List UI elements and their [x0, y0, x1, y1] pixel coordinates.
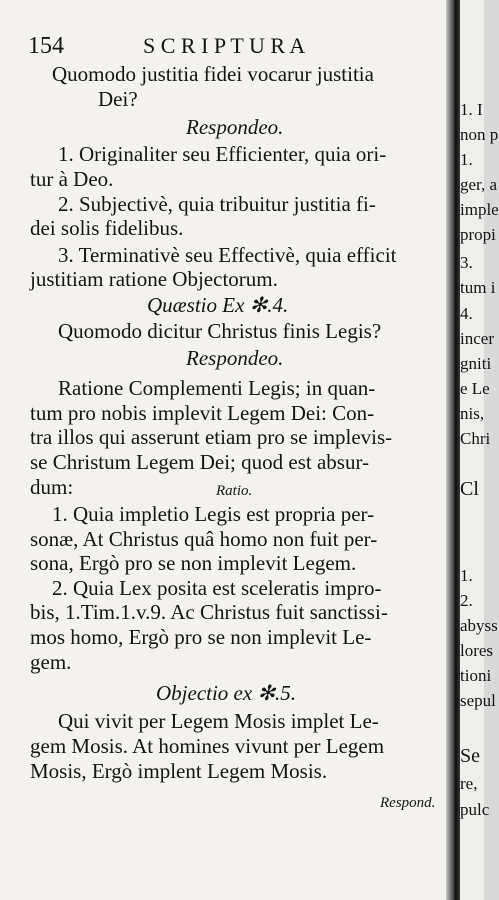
text-line: tur à Deo.: [30, 167, 114, 191]
facing-fragment: lores: [460, 641, 494, 660]
facing-fragment: gniti: [460, 354, 492, 373]
text-line: sona, Ergò pro se non implevit Legem.: [30, 551, 357, 575]
text-line: Dei?: [98, 87, 138, 111]
facing-fragment: Cl: [460, 478, 479, 500]
text-line: se Christum Legem Dei; quod est absur-: [30, 450, 370, 474]
text-line: tra illos qui asserunt etiam pro se implevis-: [30, 425, 393, 449]
text-line: 1. Originaliter seu Efficienter, quia ori-: [58, 142, 387, 166]
text-line: gem.: [30, 650, 72, 674]
page-number: 154: [28, 33, 64, 59]
facing-fragment: tioni: [460, 666, 492, 685]
facing-fragment: Chri: [460, 429, 491, 448]
facing-fragment: 1.: [460, 150, 473, 169]
text-line: Quomodo justitia fidei vocarur justitia: [52, 62, 374, 86]
text-line: Qui vivit per Legem Mosis implet Le-: [58, 709, 379, 733]
facing-fragment: e Le: [460, 379, 490, 398]
catchword: Respond.: [380, 795, 436, 811]
text-line: gem Mosis. At homines vivunt per Legem: [30, 734, 385, 758]
section-heading: Quæstio Ex ✻.4.: [147, 293, 289, 317]
facing-fragment: abyss: [460, 616, 498, 635]
facing-fragment: tum i: [460, 278, 496, 297]
facing-fragment: sepul: [460, 691, 496, 710]
running-title: S C R I P T U R A: [143, 33, 306, 58]
facing-fragment: imple: [460, 200, 499, 219]
facing-fragment: ger, a: [460, 175, 498, 194]
facing-fragment: 1.: [460, 566, 473, 585]
facing-fragment: pulc: [460, 800, 490, 819]
text-line: 3. Terminativè seu Effectivè, quia efficit: [58, 243, 397, 267]
facing-fragment: non p: [460, 125, 499, 144]
text-line: dum:: [30, 475, 74, 499]
text-line: tum pro nobis implevit Legem Dei: Con-: [30, 401, 375, 425]
section-heading: Respondeo.: [186, 115, 284, 139]
facing-fragment: 4.: [460, 304, 473, 323]
text-line: Quomodo dicitur Christus finis Legis?: [58, 319, 382, 343]
text-line: dei solis fidelibus.: [30, 216, 184, 240]
text-line: bis, 1.Tim.1.v.9. Ac Christus fuit sanctissi-: [30, 600, 388, 624]
facing-fragment: nis,: [460, 404, 485, 423]
section-heading: Respondeo.: [186, 346, 284, 370]
section-heading: Ratio.: [216, 483, 253, 499]
text-line: Ratione Complementi Legis; in quan-: [58, 376, 376, 400]
text-line: sonæ, At Christus quâ homo non fuit per-: [30, 527, 378, 551]
facing-fragment: re,: [460, 774, 478, 793]
facing-fragment: 2.: [460, 591, 473, 610]
facing-fragment: 1. I: [460, 100, 483, 119]
text-line: 1. Quia impletio Legis est propria per-: [52, 502, 375, 526]
facing-fragment: propi: [460, 225, 496, 244]
facing-fragment: 3.: [460, 253, 473, 272]
book-gutter-shadow: [446, 0, 460, 900]
facing-fragment: incer: [460, 329, 494, 348]
text-line: mos homo, Ergò pro se non implevit Le-: [30, 625, 372, 649]
facing-page-edge: [460, 0, 499, 900]
section-heading: Objectio ex ✻.5.: [156, 681, 297, 705]
text-line: 2. Quia Lex posita est sceleratis impro-: [52, 576, 382, 600]
text-line: justitiam ratione Objectorum.: [30, 267, 278, 291]
text-line: Mosis, Ergò implent Legem Mosis.: [30, 759, 328, 783]
text-line: 2. Subjectivè, quia tribuitur justitia fi-: [58, 192, 376, 216]
facing-fragment: Se: [460, 745, 480, 767]
